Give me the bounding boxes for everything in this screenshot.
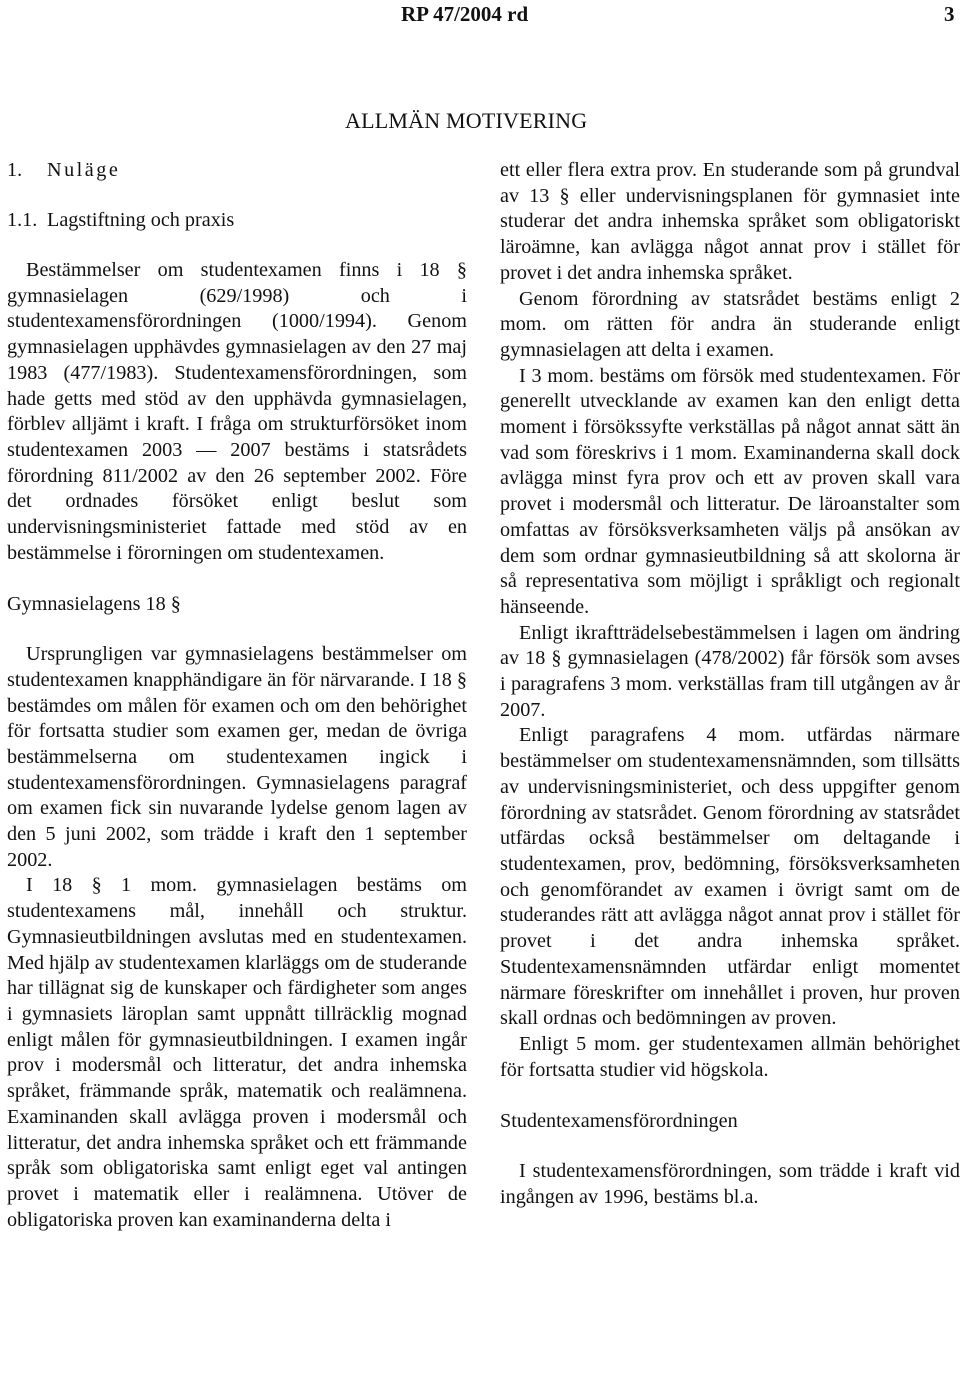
heading-2 (7, 208, 467, 234)
page-number: 3 (944, 2, 955, 26)
heading-1-title: Nuläge (47, 159, 121, 181)
left-column (7, 158, 467, 1233)
paragraph-existing-provisions: Bestämmelser om studentexamen finns i 18 § gymnasielagen (629/1998) och i studentexamensförordningen (1000/1994). Genom gymnasielagen upphävdes gymnasielagen av den 27 maj 1983 (477/1983). Studentexamensförordningen, som hade getts med stöd av den upphävda gymnasielagen, förblev alljämt i kraft. I fråga om strukturförsöket inom studentexamen 2003 — 2007 bestäms i statsrådets förordning 811/2002 av den 26 september 2002. Före det ordnades försöket enligt beslut som undervisningsministeriet fattade med stöd av en bestämmelse i förorningen om studentexamen. (7, 259, 467, 564)
paragraph-forordning-1996: I studentexamensförordningen, som trädde i kraft vid ingången av 1996, bestäms bl.a. (500, 1160, 960, 1208)
page-header (0, 2, 960, 26)
heading-1-number: 1. (7, 159, 23, 181)
section-title: ALLMÄN MOTIVERING (345, 108, 588, 133)
paragraph-18-1-mom: I 18 § 1 mom. gymnasielagen bestäms om studentexamens mål, innehåll och struktur. Gymnasieutbildningen avslutas med en studentexamen. Med hjälp av studentexamen klarläggs om de studerande har tillägnat sig de kunskaper och färdigheter som anges i gymnasiets läroplan samt uppnått tillräcklig mognad enligt målen för gymnasieutbildningen. I examen ingår prov i modersmål och litteratur, det andra inhemska språket, främmande språk, matematik och realämnena. Examinanden skall avlägga proven i modersmål och litteratur, det andra inhemska språket och ett främmande språk som obligatoriska samt enligt eget val antingen provet i matematik eller i realämnena. Utöver de obligatoriska proven kan examinanderna delta i (7, 874, 467, 1231)
heading-1 (7, 158, 467, 184)
paragraph-5-mom: Enligt 5 mom. ger studentexamen allmän behörighet för fortsatta studier vid högskola. (500, 1032, 960, 1081)
paragraph-4-mom: Enligt paragrafens 4 mom. utfärdas närmare bestämmelser om studentexamensnämnden, som tillsätts av undervisningsministeriet, och dess uppgifter genom förordning av statsrådet. Genom förordning av statsrådet utfärdas också bestämmelser om deltagande i studentexamen, prov, bedömning, försöksverksamheten och genomförandet av examen i övrigt samt om de studerandes rätt att avlägga något annat prov i stället för provet i det andra inhemska språket. Studentexamensnämnden utfärdar enligt momentet närmare föreskrifter om innehållet i proven, hur proven skall ordnas och bedömningen av proven. (500, 724, 960, 1030)
paragraph-3-mom: I 3 mom. bestäms om försök med studentexamen. För generellt utvecklande av examen kan den enligt detta moment i försökssyfte verkställas på något annat sätt än vad som föreskrivs i 1 mom. Examinanderna skall dock avlägga minst fyra prov och ett av proven skall vara provet i modersmål och litteratur. De läroanstalter som omfattas av försöksverksamheten väljs på ansökan av dem som ordnar gymnasieutbildning så att skolorna är så representativa som möjligt i språkligt och regionalt hänseende. (500, 364, 960, 618)
right-column (500, 158, 960, 1210)
paragraph-entry-into-force: Enligt ikraftträdelsebestämmelsen i lagen om ändring av 18 § gymnasielagen (478/2002) får försök som avses i paragrafens 3 mom. verkställas fram till utgången av år 2007. (500, 621, 960, 721)
paragraph-original-provisions: Ursprungligen var gymnasielagens bestämmelser om studentexamen knapphändigare än för närvarande. I 18 § bestämdes om målen för examen och om den behörighet för fortsatta studier som examen ger, medan de övriga bestämmelserna om studentexamen ingick i studentexamensförordningen. Gymnasielagens paragraf om examen fick sin nuvarande lydelse genom lagen av den 5 juni 2002, som trädde i kraft den 1 september 2002. (7, 643, 467, 871)
subheading-gymnasielagen-18: Gymnasielagens 18 § (7, 593, 181, 616)
paragraph-2-mom: Genom förordning av statsrådet bestäms enligt 2 mom. om rätten för andra än studerande enligt gymnasielagen att delta i examen. (500, 287, 960, 361)
subheading-studentexamensforordningen: Studentexamensförordningen (500, 1110, 738, 1133)
heading-2-title: Lagstiftning och praxis (47, 209, 235, 231)
document-id: RP 47/2004 rd (401, 2, 529, 26)
heading-2-number: 1.1. (7, 209, 38, 231)
paragraph-extra-exams: ett eller flera extra prov. En studerande som på grundval av 13 § eller undervisningsplanen för gymnasiet inte studerar det andra inhemska språket som obligatoriskt läroämne, kan avlägga något annat prov i stället för provet i det andra inhemska språket. (500, 159, 960, 284)
